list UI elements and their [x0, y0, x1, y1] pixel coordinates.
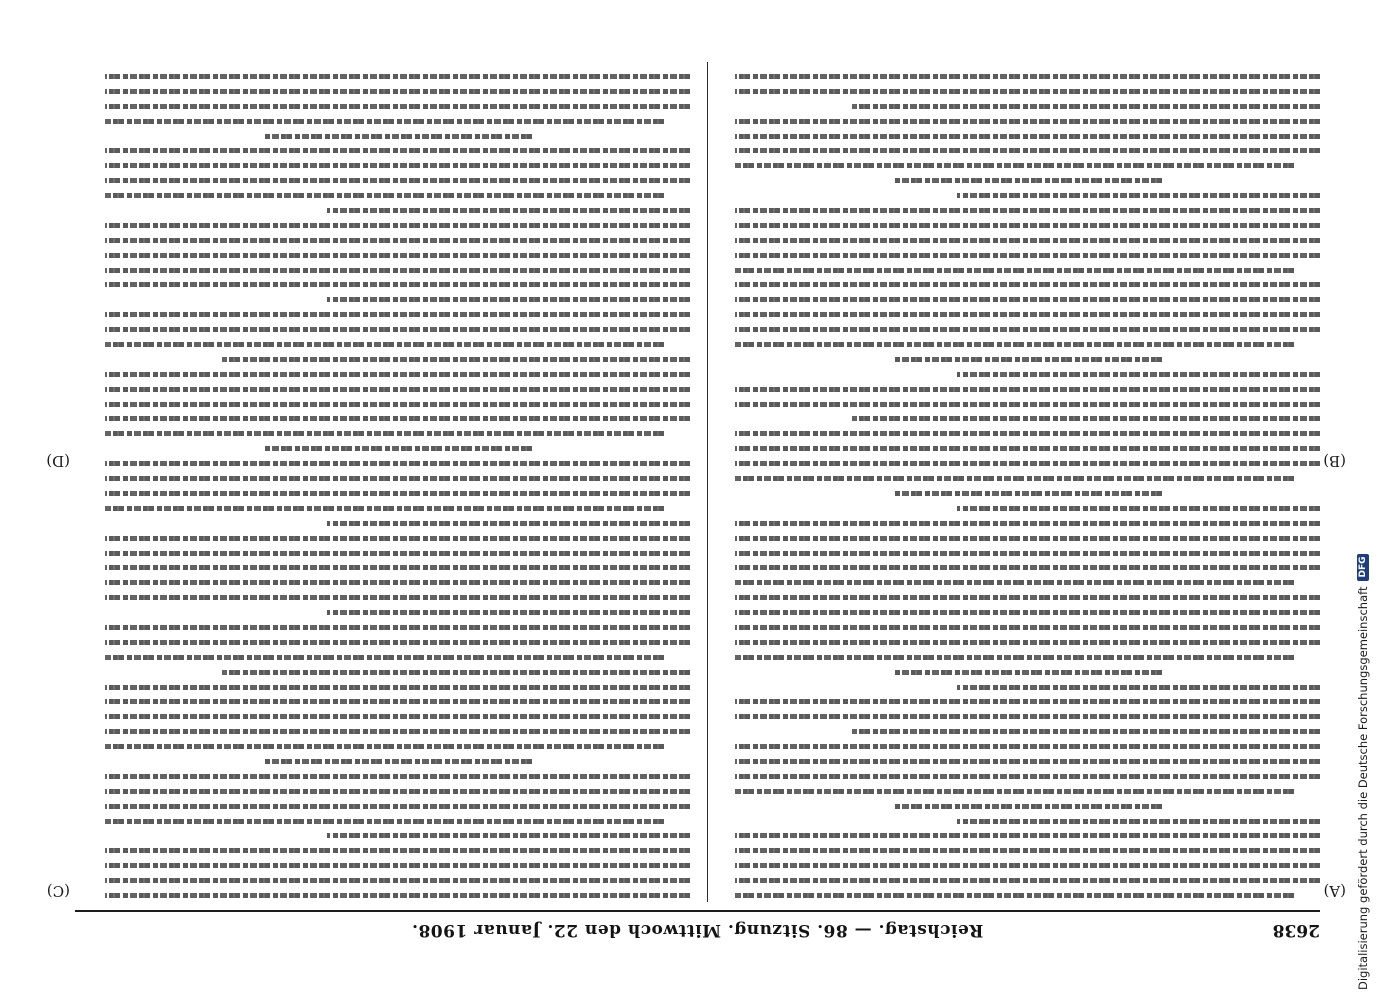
- text-line: [105, 402, 690, 407]
- text-line: [105, 714, 690, 719]
- text-line: [105, 282, 690, 287]
- text-line: [893, 178, 1162, 183]
- text-line: [735, 774, 1320, 779]
- text-line: [105, 655, 664, 660]
- text-line: [957, 819, 1320, 824]
- text-line: [735, 699, 1320, 704]
- text-line: [105, 268, 690, 273]
- text-line: [735, 655, 1294, 660]
- text-line: [327, 833, 690, 838]
- text-line: [735, 327, 1320, 332]
- text-line: [105, 461, 690, 466]
- text-line: [105, 789, 690, 794]
- text-line: [735, 148, 1320, 153]
- text-line: [105, 565, 690, 570]
- text-line: [735, 312, 1320, 317]
- page-number: 2638: [1272, 920, 1320, 940]
- text-line: [735, 268, 1294, 273]
- page-title: Reichstag. — 86. Sitzung. Mittwoch den 22. Januar 1908.: [411, 920, 984, 940]
- text-line: [735, 119, 1320, 124]
- text-line: [105, 342, 664, 347]
- text-line: [735, 625, 1320, 630]
- text-line: [222, 357, 690, 362]
- text-line: [957, 372, 1320, 377]
- text-line: [105, 372, 690, 377]
- text-line: [105, 74, 690, 79]
- text-line: [735, 402, 1320, 407]
- text-line: [893, 670, 1162, 675]
- text-line: [735, 342, 1294, 347]
- text-line: [735, 833, 1320, 838]
- text-column-right: [105, 68, 690, 898]
- text-line: [327, 521, 690, 526]
- text-line: [105, 625, 690, 630]
- text-line: [735, 714, 1320, 719]
- header-rule: [75, 910, 1320, 912]
- text-line: [263, 759, 532, 764]
- credit-text: Digitalisierung gefördert durch die Deutsche Forschungsgemeinschaft: [1356, 586, 1370, 990]
- text-line: [852, 417, 1320, 422]
- text-line: [105, 848, 690, 853]
- margin-letter-c: (C): [46, 882, 70, 900]
- text-line: [105, 744, 664, 749]
- column-divider: [707, 62, 708, 902]
- text-line: [735, 297, 1320, 302]
- text-line: [957, 193, 1320, 198]
- text-column-left: [735, 68, 1320, 898]
- text-line: [735, 446, 1320, 451]
- text-line: [893, 804, 1162, 809]
- text-line: [893, 357, 1162, 362]
- text-line: [105, 253, 690, 258]
- text-line: [735, 431, 1320, 436]
- text-line: [735, 163, 1294, 168]
- text-line: [735, 848, 1320, 853]
- text-line: [735, 863, 1320, 868]
- text-line: [735, 89, 1320, 94]
- text-line: [105, 104, 690, 109]
- text-line: [105, 148, 690, 153]
- text-line: [105, 193, 664, 198]
- text-line: [105, 327, 690, 332]
- text-line: [735, 610, 1320, 615]
- page-header: [75, 916, 1320, 940]
- text-line: [735, 893, 1294, 898]
- text-line: [105, 476, 690, 481]
- text-line: [105, 595, 690, 600]
- text-line: [327, 610, 690, 615]
- text-line: [327, 208, 690, 213]
- text-line: [735, 74, 1320, 79]
- text-line: [735, 238, 1320, 243]
- text-line: [735, 134, 1320, 139]
- text-line: [852, 104, 1320, 109]
- text-line: [105, 387, 690, 392]
- text-line: [735, 878, 1320, 883]
- text-line: [105, 640, 690, 645]
- text-line: [735, 253, 1320, 258]
- text-line: [105, 804, 690, 809]
- text-line: [105, 119, 664, 124]
- digitization-credit: [1356, 554, 1370, 990]
- text-line: [105, 863, 690, 868]
- text-line: [735, 282, 1320, 287]
- text-line: [105, 417, 690, 422]
- text-line: [735, 744, 1320, 749]
- text-line: [105, 878, 690, 883]
- text-line: [263, 134, 532, 139]
- text-line: [735, 551, 1320, 556]
- text-line: [957, 506, 1320, 511]
- text-line: [105, 580, 690, 585]
- text-line: [105, 893, 690, 898]
- text-line: [105, 506, 664, 511]
- text-line: [105, 774, 690, 779]
- text-line: [222, 670, 690, 675]
- text-line: [735, 223, 1320, 228]
- margin-letter-d: (D): [46, 452, 70, 470]
- text-line: [105, 238, 690, 243]
- text-line: [735, 580, 1294, 585]
- text-line: [105, 685, 690, 690]
- margin-letter-b: (B): [1323, 452, 1346, 470]
- text-line: [105, 729, 690, 734]
- text-line: [735, 536, 1320, 541]
- text-line: [105, 312, 690, 317]
- text-line: [105, 551, 690, 556]
- text-line: [105, 223, 690, 228]
- text-line: [957, 685, 1320, 690]
- text-line: [735, 476, 1294, 481]
- text-line: [735, 789, 1294, 794]
- text-line: [735, 521, 1320, 526]
- text-line: [263, 446, 532, 451]
- text-line: [735, 640, 1320, 645]
- text-line: [105, 491, 690, 496]
- text-line: [105, 699, 690, 704]
- text-line: [105, 536, 690, 541]
- text-line: [105, 163, 690, 168]
- rotated-page-content: [46, 60, 1346, 940]
- text-line: [105, 178, 690, 183]
- text-line: [105, 89, 690, 94]
- dfg-logo: DFG: [1357, 554, 1369, 581]
- text-line: [327, 297, 690, 302]
- text-line: [852, 729, 1320, 734]
- text-line: [735, 595, 1320, 600]
- margin-letter-a: (A): [1323, 882, 1346, 900]
- text-line: [735, 208, 1320, 213]
- text-line: [735, 759, 1320, 764]
- text-line: [735, 565, 1320, 570]
- text-line: [105, 431, 664, 436]
- text-line: [735, 461, 1320, 466]
- text-line: [105, 819, 664, 824]
- text-line: [893, 491, 1162, 496]
- text-line: [735, 387, 1320, 392]
